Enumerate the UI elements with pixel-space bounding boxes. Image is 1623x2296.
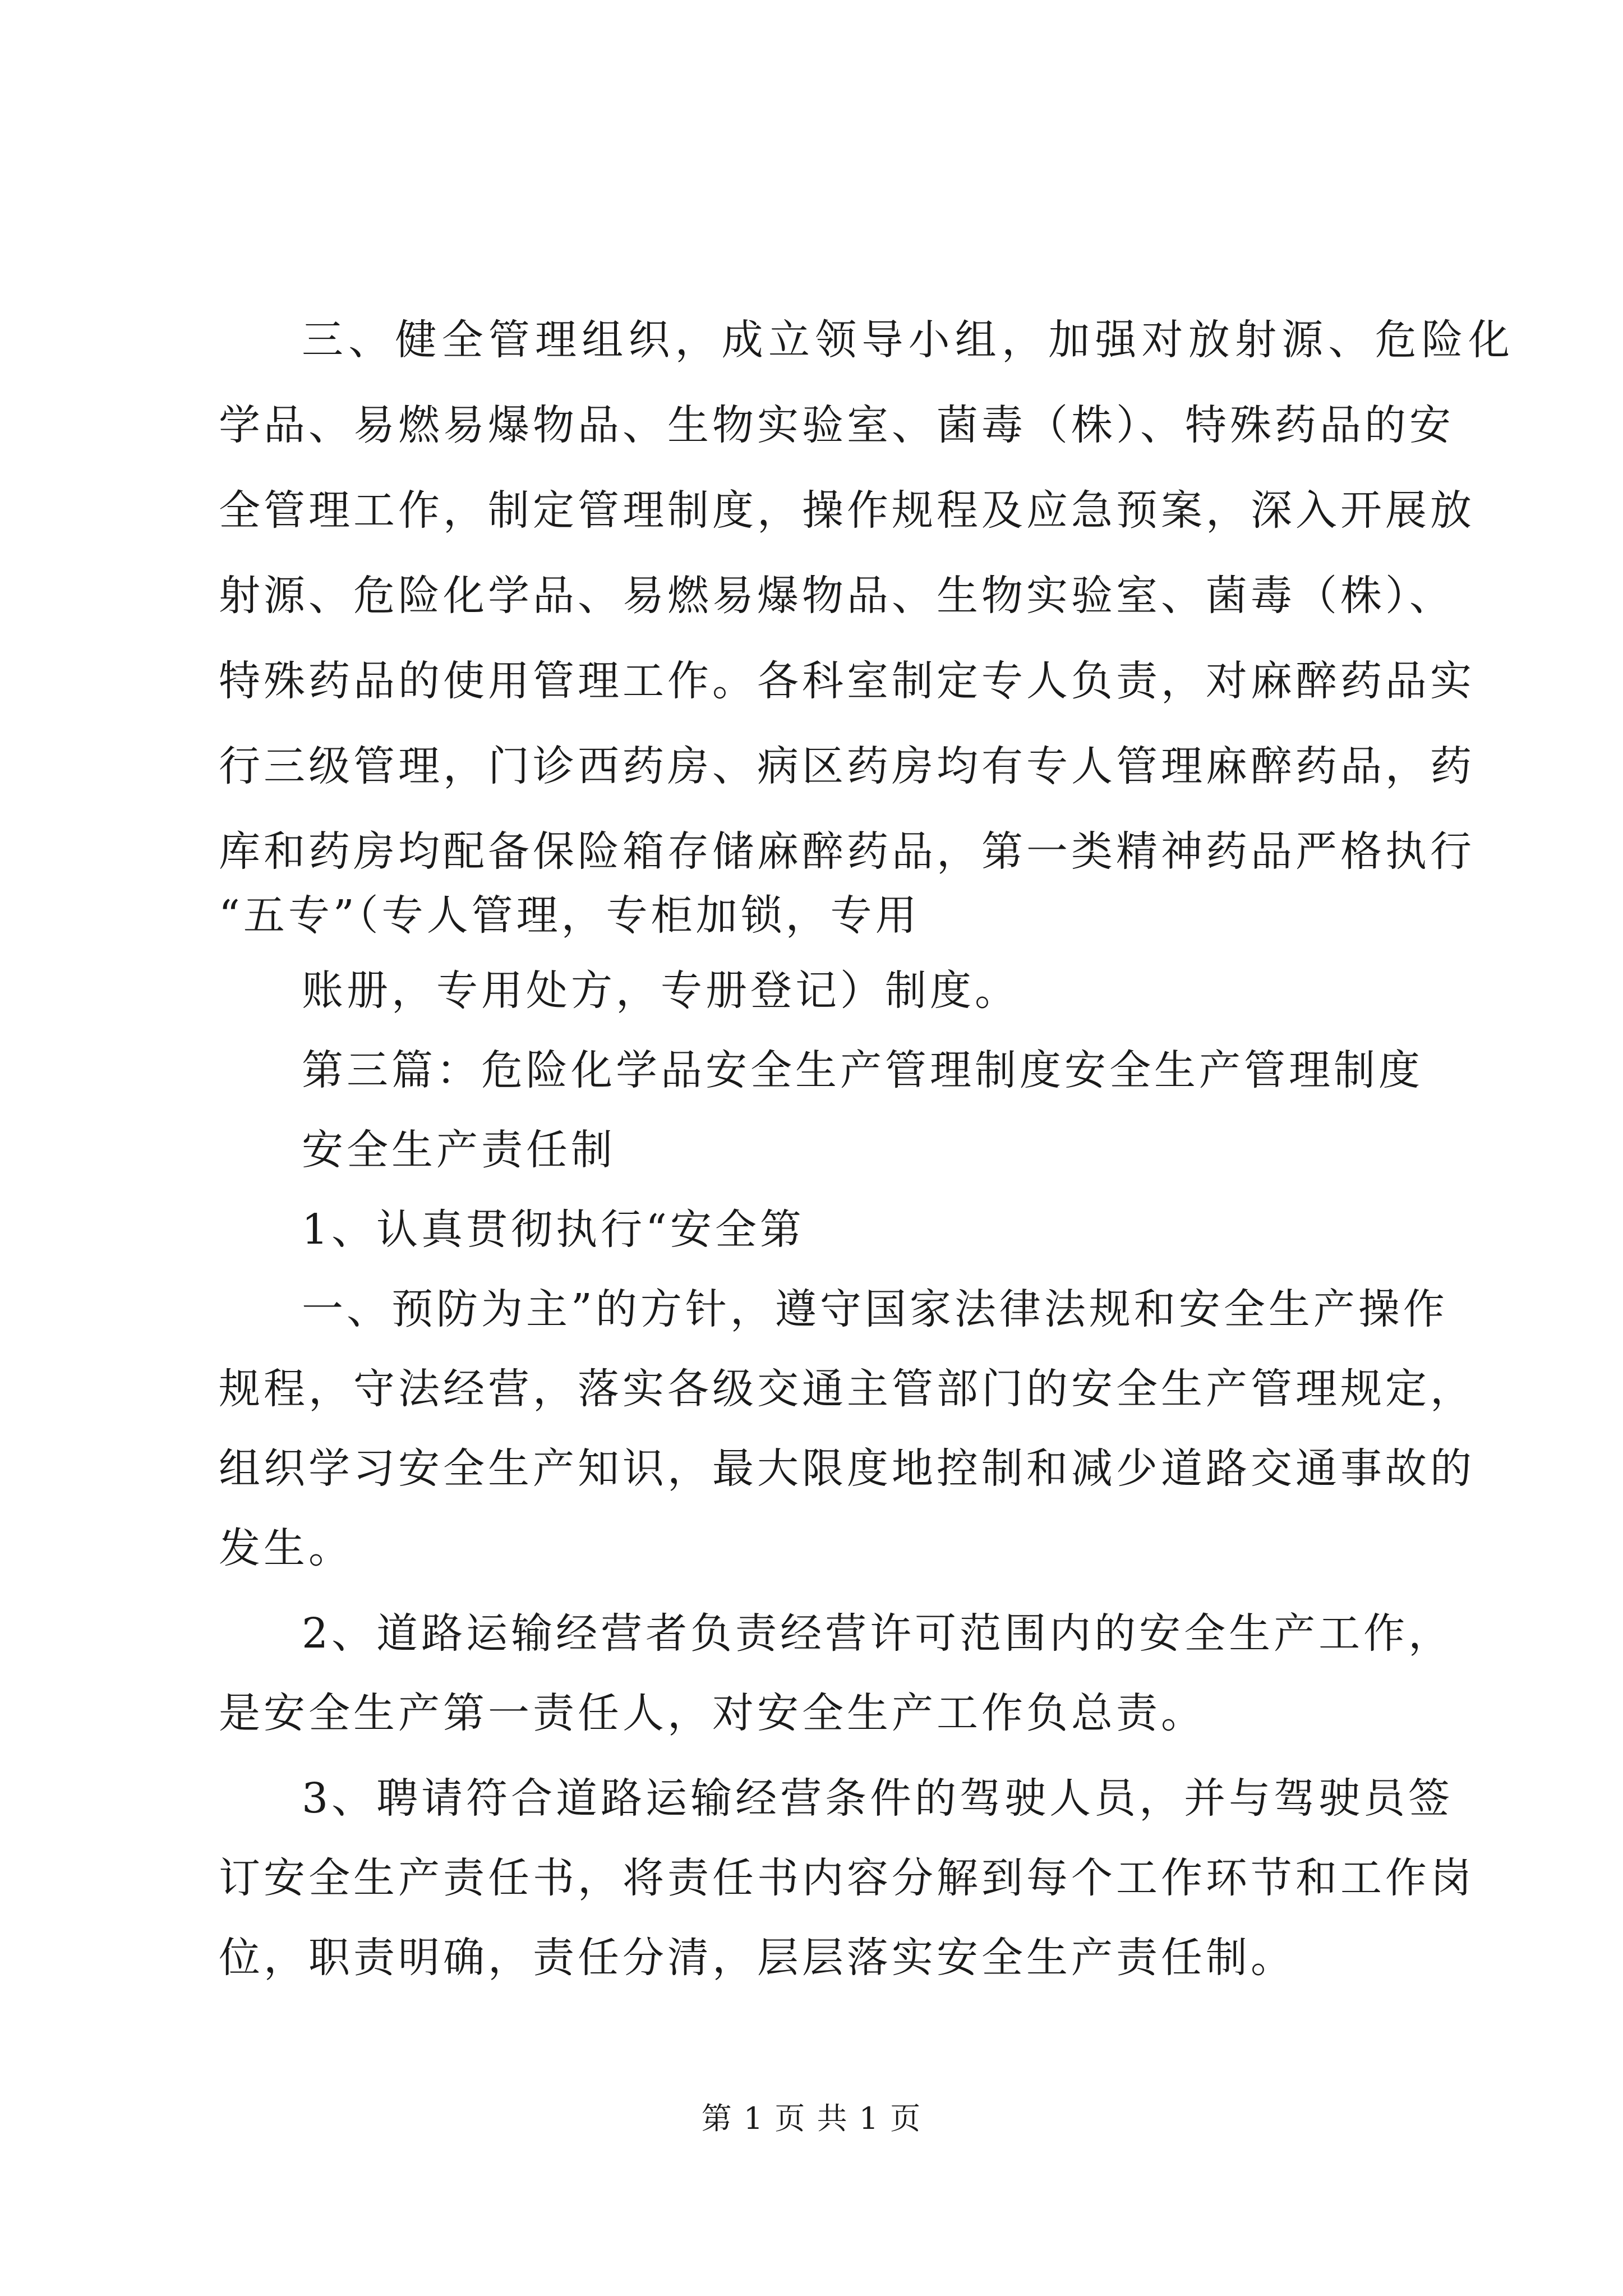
paragraph-line: 一、预防为主”的方针，遵守国家法律法规和安全生产操作 [302,1285,1448,1333]
paragraph-line: 账册，专用处方，专册登记）制度。 [302,967,1020,1015]
paragraph-line: 学品、易燃易爆物品、生物实验室、菌毒（株）、特殊药品的安 [219,401,1454,449]
paragraph-line: “五专”（专人管理，专柜加锁，专用 [219,891,920,940]
paragraph-line: 2、道路运输经营者负责经营许可范围内的安全生产工作， [302,1609,1454,1658]
paragraph-line: 位，职责明确，责任分清，层层落实安全生产责任制。 [219,1934,1295,1982]
paragraph-line: 全管理工作，制定管理制度，操作规程及应急预案，深入开展放 [219,486,1475,535]
subsection-heading: 安全生产责任制 [302,1126,616,1174]
page-number-footer: 第 1 页 共 1 页 [701,2101,922,2136]
paragraph-line: 三、健全管理组织，成立领导小组，加强对放射源、危险化 [302,316,1513,364]
paragraph-line: 库和药房均配备保险箱存储麻醉药品，第一类精神药品严格执行 [219,827,1475,876]
paragraph-line: 特殊药品的使用管理工作。各科室制定专人负责，对麻醉药品实 [219,657,1475,705]
paragraph-line: 组织学习安全生产知识，最大限度地控制和减少道路交通事故的 [219,1444,1475,1493]
paragraph-line: 1、认真贯彻执行“安全第 [302,1205,805,1254]
paragraph-line: 射源、危险化学品、易燃易爆物品、生物实验室、菌毒（株）、 [219,572,1454,620]
paragraph-line: 订安全生产责任书，将责任书内容分解到每个工作环节和工作岗 [219,1854,1475,1902]
paragraph-line: 行三级管理，门诊西药房、病区药房均有专人管理麻醉药品，药 [219,742,1475,790]
paragraph-line: 是安全生产第一责任人，对安全生产工作负总责。 [219,1689,1206,1737]
section-heading: 第三篇：危险化学品安全生产管理制度安全生产管理制度 [302,1046,1423,1094]
paragraph-line: 规程，守法经营，落实各级交通主管部门的安全生产管理规定， [219,1365,1475,1413]
paragraph-line: 3、聘请符合道路运输经营条件的驾驶人员，并与驾驶员签 [302,1774,1454,1823]
paragraph-line: 发生。 [219,1524,353,1572]
